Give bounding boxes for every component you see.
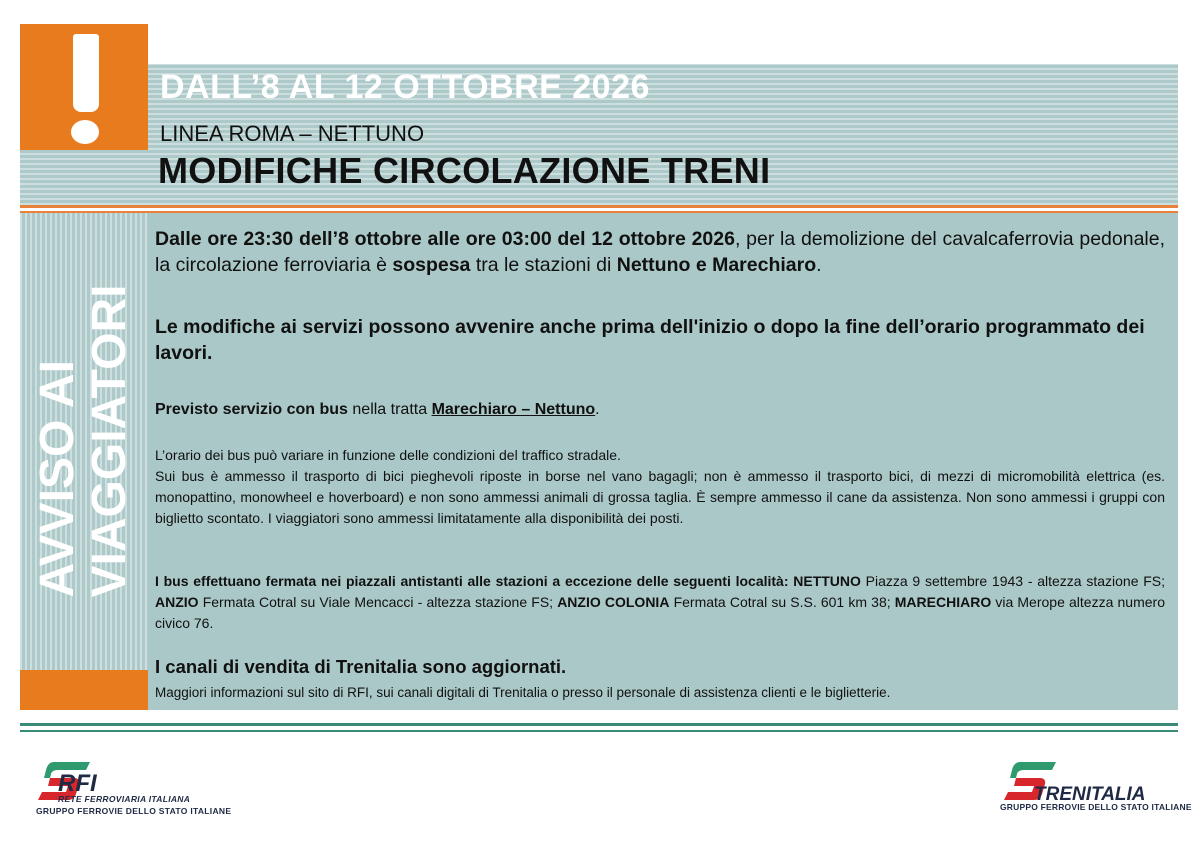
footer-divider — [20, 723, 1178, 726]
closure-text-c: . — [816, 254, 822, 276]
bus-service-text: nella tratta — [347, 401, 432, 418]
paragraph-bus-timetable: L’orario dei bus può variare in funzione delle condizioni del traffico stradale. — [155, 447, 621, 463]
paragraph-closure — [155, 226, 1165, 278]
page-title: MODIFICHE CIRCOLAZIONE TRENI — [158, 150, 771, 191]
stops-marechiaro: MARECHIARO — [894, 594, 992, 610]
closure-text-b: tra le stazioni di — [470, 254, 617, 276]
bus-service-bold: Previsto servizio con bus — [155, 401, 348, 418]
bus-route: Marechiaro – Nettuno — [431, 401, 596, 418]
stops-t1: Piazza 9 settembre 1943 - altezza stazione FS; — [860, 573, 1166, 589]
exclamation-icon — [73, 34, 99, 112]
closure-stations: Nettuno e Marechiaro — [616, 254, 817, 276]
paragraph-bus-rules: Sui bus è ammesso il trasporto di bici pieghevoli riposte in borse nel vano bagagli; non è ammesso il trasporto bici, di mezzi di micromobilità elettrica (es. monopattino, monowheel e hoverboard) e non sono ammessi animali di grossa taglia. È sempre ammesso il cane da assistenza. Non sono ammessi i gruppi con biglietto scontato. I viaggiatori sono ammessi limitatamente alla disponibilità dei posti. — [155, 468, 1165, 526]
sidebar-line-2: VIAGGIATORI — [83, 284, 136, 598]
closure-dates: Dalle ore 23:30 dell’8 ottobre alle ore 03:00 del 12 ottobre 2026 — [155, 228, 735, 250]
closure-sospesa: sospesa — [392, 254, 471, 276]
date-title: DALL’8 AL 12 OTTOBRE 2026 — [160, 68, 650, 106]
line-label: LINEA ROMA – NETTUNO — [160, 121, 425, 146]
stops-t4: via Merope altezza numero civico 76. — [155, 594, 1165, 631]
sidebar-orange-block — [20, 670, 148, 710]
stops-intro: I bus effettuano fermata nei piazzali antistanti alle stazioni a eccezione delle seguenti località: NETTUNO — [155, 573, 861, 589]
trenitalia-name: TRENITALIA — [1034, 784, 1146, 805]
paragraph-sales-channels: I canali di vendita di Trenitalia sono aggiornati. — [155, 656, 567, 677]
warning-badge — [20, 24, 148, 150]
paragraph-bus-service — [155, 399, 1165, 421]
stops-anzio-colonia: ANZIO COLONIA — [557, 594, 670, 610]
sidebar-line-1: AVVISO AI — [31, 360, 84, 598]
trenitalia-group: GRUPPO FERROVIE DELLO STATO ITALIANE — [1000, 802, 1192, 812]
left-stripe-block — [20, 148, 148, 205]
stops-anzio: ANZIO — [155, 594, 199, 610]
bus-service-end: . — [595, 401, 600, 418]
rfi-subtitle: RETE FERROVIARIA ITALIANA — [58, 794, 191, 804]
paragraph-changes: Le modifiche ai servizi possono avvenire anche prima dell'inizio o dopo la fine dell’orario programmato dei lavori. — [155, 316, 1145, 364]
stops-t3: Fermata Cotral su S.S. 601 km 38; — [669, 594, 895, 610]
footer-divider-2 — [20, 730, 1178, 732]
exclamation-dot — [71, 120, 99, 144]
rfi-name: RFI — [58, 770, 97, 797]
paragraph-bus-stops — [155, 571, 1165, 634]
paragraph-more-info: Maggiori informazioni sul sito di RFI, sui canali digitali di Trenitalia o presso il personale di assistenza clienti e le biglietterie. — [155, 685, 891, 700]
stops-t2: Fermata Cotral su Viale Mencacci - altezza stazione FS; — [198, 594, 558, 610]
rfi-group: GRUPPO FERROVIE DELLO STATO ITALIANE — [36, 806, 232, 816]
closure-text-a: , per la demolizione del cavalcaferrovia pedonale, la circolazione ferroviaria è — [155, 228, 1166, 276]
sidebar-label — [20, 213, 148, 670]
